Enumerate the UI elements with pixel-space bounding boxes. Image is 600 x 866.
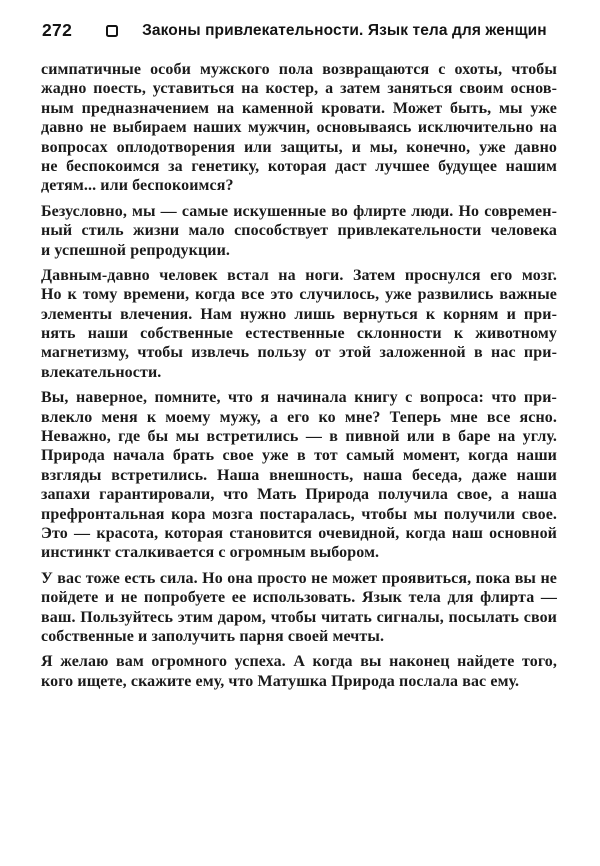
text-line: Я желаю вам огромного успеха. А когда вы наконец найдете того, xyxy=(41,653,557,671)
page-number: 272 xyxy=(42,20,73,40)
paragraph xyxy=(41,388,557,563)
text-line: вопросах оплодотворения или защиты, и мы, конечно, уже давно xyxy=(41,138,557,156)
text-line: влекательности. xyxy=(41,363,162,381)
text-line: ваш. Пользуйтесь этим даром, чтобы читать сигналы, посылать свои xyxy=(41,608,557,626)
text-line: и успешной репродукции. xyxy=(41,241,231,259)
square-outline-icon xyxy=(106,25,118,37)
text-line: инстинкт сталкивается с огромным выбором. xyxy=(41,544,380,562)
text-line: не беспокоимся за генетику, которая даст лучшее будущее нашим xyxy=(41,157,557,175)
text-line: Природа начала брать свое уже в тот самый момент, когда наши xyxy=(41,447,557,465)
text-line: Это — красота, которая становится очевидной, когда наш основной xyxy=(41,524,557,542)
running-title: Законы привлекательности. Язык тела для женщин xyxy=(142,21,547,39)
text-line: элементы влечения. Нам нужно лишь вернуться к корням и при- xyxy=(41,305,557,323)
text-line: нять наши собственные естественные склонности к животному xyxy=(41,325,557,343)
text-line: магнетизму, чтобы извлечь пользу от этой заложенной в нас при- xyxy=(41,344,557,362)
running-header xyxy=(42,20,562,41)
text-line: Вы, наверное, помните, что я начинала книгу с вопроса: что при- xyxy=(41,389,557,407)
text-line: влекло меня к моему мужу, а его ко мне? Теперь мне все ясно. xyxy=(41,408,557,426)
paragraph xyxy=(41,60,557,196)
text-line: взгляды встретились. Наша внешность, наша беседа, даже наши xyxy=(41,466,557,484)
text-line: давно не выбираем наших мужчин, основываясь исключительно на xyxy=(41,119,557,137)
text-line: ным предназначением на каменной кровати. Может быть, мы уже xyxy=(41,99,557,117)
text-line: симпатичные особи мужского пола возвращаются с охоты, чтобы xyxy=(41,61,557,78)
text-line: Неважно, где бы мы встретились — в пивной или в баре на углу. xyxy=(41,428,557,446)
text-line: собственные и заполучить парня своей мечты. xyxy=(41,627,385,645)
text-line: пойдете и не попробуете ее использовать. Язык тела для флирта — xyxy=(41,589,557,607)
text-line: Давным-давно человек встал на ноги. Затем проснулся его мозг. xyxy=(41,266,557,284)
paragraph xyxy=(41,202,557,260)
paragraph xyxy=(41,569,557,647)
text-line: кого ищете, скажите ему, что Матушка Природа послала вас ему. xyxy=(41,672,520,690)
text-line: Но к тому времени, когда все это случилось, уже развились важные xyxy=(41,286,557,304)
page-body xyxy=(41,60,557,697)
text-line: Безусловно, мы — самые искушенные во флирте люди. Но современ- xyxy=(41,202,557,220)
text-line: жадно поесть, уставиться на костер, а затем заняться своим основ- xyxy=(41,80,557,98)
text-line: префронтальная кора мозга постаралась, чтобы мы получили свое. xyxy=(41,505,557,523)
paragraph xyxy=(41,266,557,382)
text-line: запахи гарантировали, что Мать Природа получила свое, а наша xyxy=(41,486,557,504)
text-line: ный стиль жизни мало способствует привлекательности человека xyxy=(41,222,557,240)
text-line: детям... или беспокоимся? xyxy=(41,177,234,195)
paragraph xyxy=(41,652,557,691)
text-line: У вас тоже есть сила. Но она просто не может проявиться, пока вы не xyxy=(41,569,557,587)
